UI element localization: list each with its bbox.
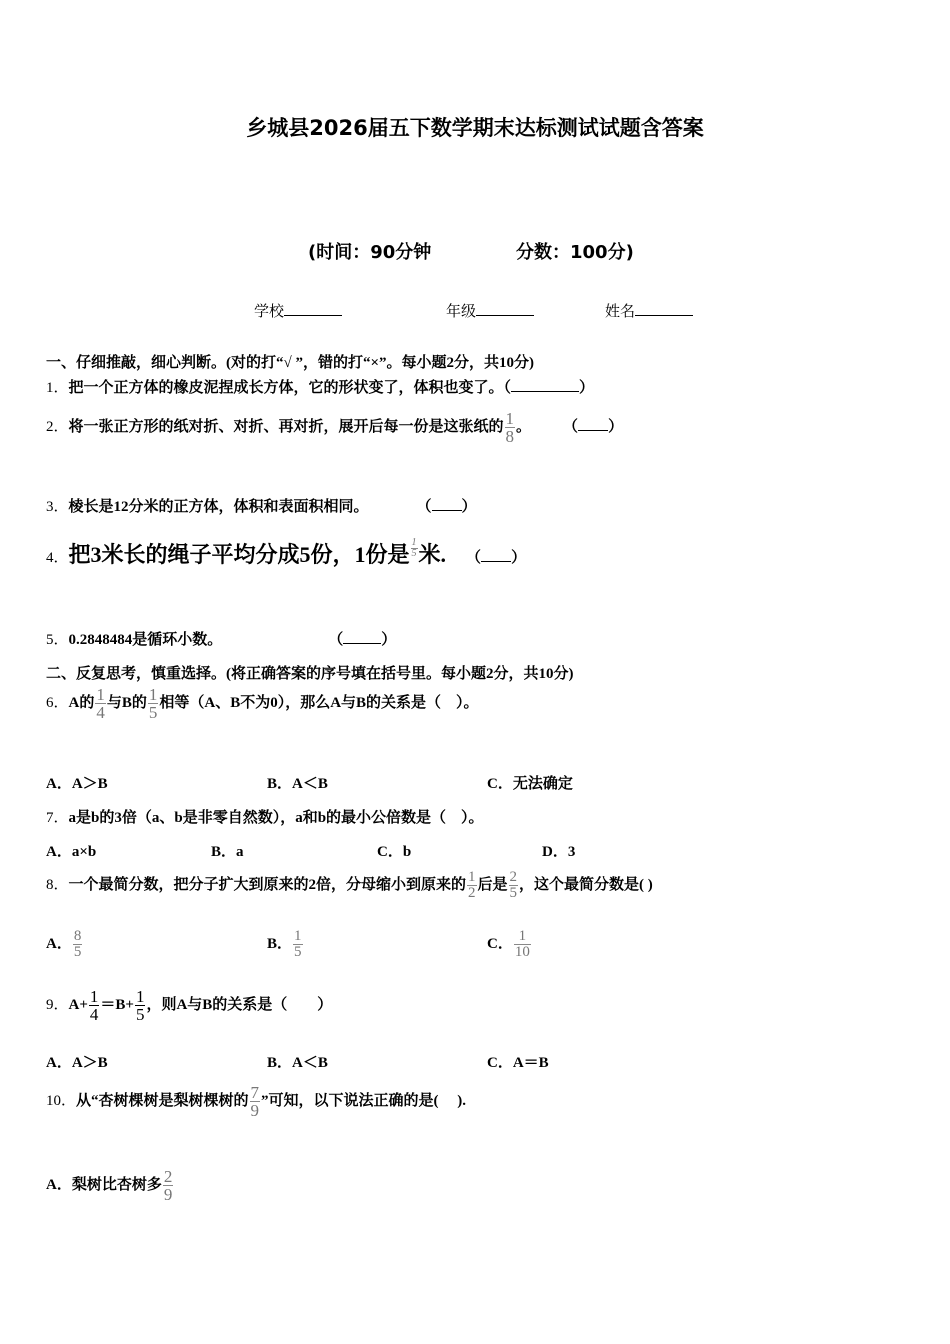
q6-f1-num: 1 bbox=[96, 685, 105, 704]
q3-number: 3． bbox=[46, 499, 69, 515]
exam-score: 分数：100分) bbox=[516, 242, 634, 263]
q8-option-b[interactable] bbox=[267, 929, 304, 960]
q2-answer-blank[interactable] bbox=[578, 417, 608, 431]
q8-option-a-label: A． bbox=[46, 935, 72, 952]
q8-f1-num: 1 bbox=[468, 869, 476, 885]
question-2 bbox=[46, 410, 623, 445]
q8-option-a[interactable] bbox=[46, 929, 83, 960]
q1-answer-blank[interactable] bbox=[511, 378, 579, 392]
q2-frac-den: 8 bbox=[505, 427, 515, 446]
q6-fraction-1 bbox=[95, 686, 106, 721]
q8-option-c[interactable] bbox=[487, 929, 532, 960]
q5-answer-blank[interactable] bbox=[343, 630, 381, 644]
q8-oc-num: 1 bbox=[518, 928, 527, 944]
school-label: 学校 bbox=[254, 304, 285, 320]
q9-f2-den: 5 bbox=[135, 1005, 145, 1024]
q8-number: 8． bbox=[46, 876, 69, 893]
q6-text-1: A的 bbox=[68, 694, 95, 711]
q3-text: 棱长是12分米的正方体，体积和表面积相同。 bbox=[68, 499, 369, 515]
q9-text-2: ＝B+ bbox=[100, 996, 134, 1013]
q10-fraction bbox=[250, 1084, 261, 1119]
q10-frac-den: 9 bbox=[250, 1101, 260, 1120]
name-blank[interactable] bbox=[635, 301, 693, 316]
q10-oa-num: 2 bbox=[163, 1167, 173, 1186]
q4-fraction bbox=[411, 538, 418, 559]
q7-option-d[interactable]: D．3 bbox=[542, 844, 576, 860]
q9-number: 9． bbox=[46, 996, 69, 1013]
q4-frac-num: 1 bbox=[411, 537, 417, 548]
q2-fraction bbox=[505, 410, 516, 445]
q8-text-3: ，这个最简分数是( ) bbox=[519, 876, 653, 893]
q5-paren-close: ） bbox=[381, 632, 397, 648]
q3-paren-close: ） bbox=[461, 499, 477, 515]
q5-text: 0.2848484是循环小数。 bbox=[68, 632, 223, 648]
question-6 bbox=[46, 686, 479, 721]
question-9 bbox=[46, 988, 332, 1023]
q8-text-1: 一个最简分数，把分子扩大到原来的2倍，分母缩小到原来的 bbox=[68, 876, 467, 893]
q1-paren-close: ） bbox=[579, 380, 595, 396]
q10-option-a-fraction bbox=[163, 1168, 174, 1203]
q8-oa-den: 5 bbox=[73, 944, 82, 960]
page-title: 乡城县2026届五下数学期末达标测试试题含答案 bbox=[246, 116, 704, 140]
q8-ob-num: 1 bbox=[294, 928, 302, 944]
q6-option-c[interactable]: C．无法确定 bbox=[487, 776, 573, 792]
q6-option-b[interactable]: B．A＜B bbox=[267, 776, 328, 792]
q9-fraction-1 bbox=[89, 988, 100, 1023]
question-1 bbox=[46, 376, 594, 397]
q8-f2-num: 2 bbox=[509, 869, 518, 885]
q6-number: 6． bbox=[46, 694, 69, 711]
q8-option-c-label: C． bbox=[487, 935, 513, 952]
q1-text: 把一个正方体的橡皮泥捏成长方体，它的形状变了，体积也变了。（ bbox=[68, 380, 512, 396]
section2-header: 二、反复思考，慎重选择。(将正确答案的序号填在括号里。每小题2分，共10分) bbox=[46, 666, 574, 682]
q9-text-3: ，则A与B的关系是（ ） bbox=[146, 996, 333, 1013]
name-field[interactable] bbox=[605, 300, 693, 321]
grade-blank[interactable] bbox=[476, 301, 534, 316]
q8-ob-den: 5 bbox=[294, 944, 302, 960]
question-8 bbox=[46, 870, 653, 901]
q9-f1-num: 1 bbox=[89, 987, 99, 1006]
q2-after: 。 bbox=[516, 418, 532, 435]
q6-f2-den: 5 bbox=[148, 703, 158, 722]
q9-f2-num: 1 bbox=[135, 987, 145, 1006]
question-5 bbox=[46, 628, 396, 649]
question-4 bbox=[46, 538, 526, 569]
q5-paren-open: （ bbox=[328, 632, 344, 648]
q10-option-a-text: A．梨树比杏树多 bbox=[46, 1176, 162, 1193]
q8-oa-num: 8 bbox=[73, 928, 82, 944]
q10-frac-num: 7 bbox=[250, 1083, 260, 1102]
name-label: 姓名 bbox=[605, 304, 636, 320]
question-7 bbox=[46, 806, 484, 827]
q8-fraction-1 bbox=[467, 870, 477, 901]
q2-frac-num: 1 bbox=[505, 409, 515, 428]
q6-f2-num: 1 bbox=[148, 685, 158, 704]
q10-oa-den: 9 bbox=[163, 1185, 173, 1204]
q7-number: 7． bbox=[46, 810, 69, 826]
q9-option-b[interactable]: B．A＜B bbox=[267, 1055, 328, 1071]
q10-option-a[interactable] bbox=[46, 1168, 174, 1203]
q10-number: 10． bbox=[46, 1092, 77, 1109]
q8-oc-den: 10 bbox=[514, 944, 530, 960]
q10-text-1: 从“杏树棵树是梨树棵树的 bbox=[76, 1092, 249, 1109]
q6-f1-den: 4 bbox=[96, 703, 105, 722]
q2-number: 2． bbox=[46, 418, 69, 435]
q9-text-1: A+ bbox=[68, 996, 88, 1013]
q8-f2-den: 5 bbox=[509, 885, 518, 901]
q8-fraction-2 bbox=[509, 870, 519, 901]
q9-option-c[interactable]: C．A＝B bbox=[487, 1055, 549, 1071]
grade-field[interactable] bbox=[446, 300, 534, 321]
q6-option-a[interactable]: A．A＞B bbox=[46, 776, 108, 792]
q7-text: a是b的3倍（a、b是非零自然数），a和b的最小公倍数是（ ）。 bbox=[68, 810, 484, 826]
q6-fraction-2 bbox=[148, 686, 159, 721]
q1-number: 1． bbox=[46, 380, 69, 396]
question-10 bbox=[46, 1084, 466, 1119]
q8-option-c-fraction bbox=[514, 929, 531, 960]
q3-answer-blank[interactable] bbox=[432, 497, 462, 511]
question-3 bbox=[46, 495, 477, 516]
grade-label: 年级 bbox=[446, 304, 477, 320]
q4-paren-open: （ bbox=[466, 550, 482, 566]
q8-text-2: 后是 bbox=[477, 876, 508, 893]
q8-option-a-fraction bbox=[73, 929, 83, 960]
q6-text-3: 相等（A、B不为0），那么A与B的关系是（ ）。 bbox=[159, 694, 479, 711]
school-field[interactable] bbox=[254, 300, 342, 321]
q4-number: 4． bbox=[46, 550, 69, 566]
q2-paren-open: （ bbox=[563, 418, 579, 435]
q4-after: 米. bbox=[418, 542, 447, 567]
q2-paren-close: ） bbox=[608, 418, 624, 435]
q3-paren-open: （ bbox=[416, 499, 432, 515]
q4-answer-blank[interactable] bbox=[481, 548, 511, 562]
section1-header: 一、仔细推敲，细心判断。(对的打“√ ”，错的打“×”。每小题2分，共10分) bbox=[46, 355, 535, 371]
exam-time: (时间：90分钟 bbox=[308, 242, 432, 263]
q5-number: 5． bbox=[46, 632, 69, 648]
q7-option-b[interactable]: B．a bbox=[211, 844, 244, 860]
q9-option-a[interactable]: A．A＞B bbox=[46, 1055, 108, 1071]
q7-option-c[interactable]: C．b bbox=[377, 844, 412, 860]
school-blank[interactable] bbox=[284, 301, 342, 316]
q4-text: 把3米长的绳子平均分成5份，1份是 bbox=[68, 542, 410, 567]
q4-paren-close: ） bbox=[511, 550, 527, 566]
q2-text: 将一张正方形的纸对折、对折、再对折，展开后每一份是这张纸的 bbox=[68, 418, 504, 435]
q6-text-2: 与B的 bbox=[106, 694, 147, 711]
q9-fraction-2 bbox=[135, 988, 146, 1023]
q8-option-b-label: B． bbox=[267, 935, 293, 952]
q4-frac-den: 5 bbox=[411, 548, 417, 559]
q9-f1-den: 4 bbox=[89, 1005, 99, 1024]
q10-text-2: ”可知，以下说法正确的是( ). bbox=[261, 1092, 467, 1109]
q7-option-a[interactable]: A．a×b bbox=[46, 844, 97, 860]
q8-option-b-fraction bbox=[293, 929, 303, 960]
q8-f1-den: 2 bbox=[468, 885, 476, 901]
